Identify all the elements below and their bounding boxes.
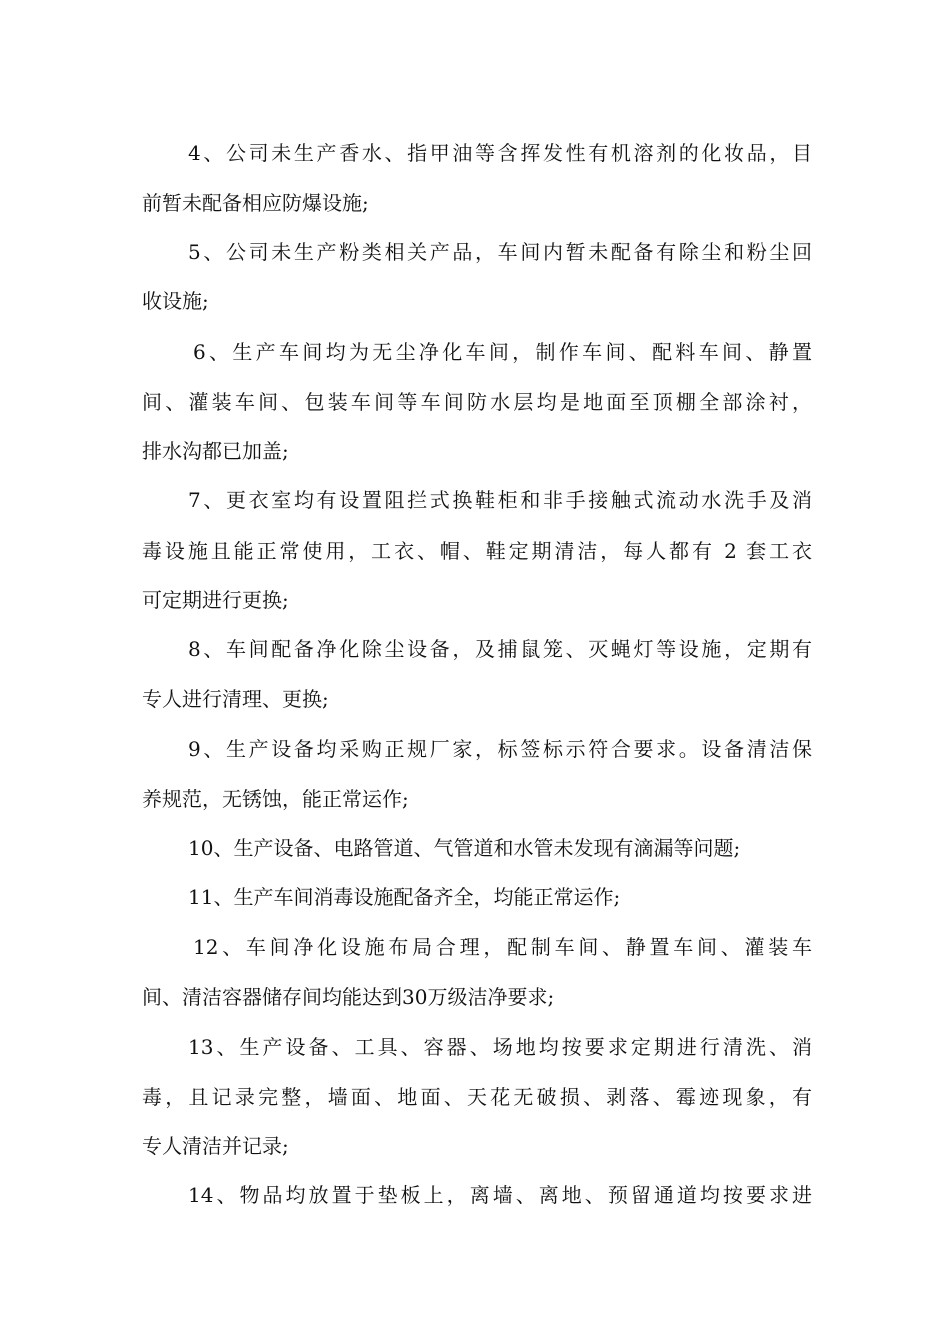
paragraph-12-line-2: 间、清洁容器储存间均能达到30万级洁净要求; (142, 985, 555, 1009)
paragraph-6-line-1: 6、生产车间均为无尘净化车间，制作车间、配料车间、静置 (193, 340, 812, 364)
paragraph-10-line-1: 10、生产设备、电路管道、气管道和水管未发现有滴漏等问题; (188, 836, 741, 860)
paragraph-13-line-1: 13、生产设备、工具、容器、场地均按要求定期进行清洗、消 (188, 1035, 812, 1059)
paragraph-7-line-3: 可定期进行更换; (142, 588, 289, 612)
paragraph-13-line-3: 专人清洁并记录; (142, 1134, 289, 1158)
paragraph-9-line-1: 9、生产设备均采购正规厂家，标签标示符合要求。设备清洁保 (188, 737, 812, 761)
paragraph-6-line-3: 排水沟都已加盖; (142, 439, 289, 463)
paragraph-5-line-1: 5、公司未生产粉类相关产品，车间内暂未配备有除尘和粉尘回 (188, 240, 812, 264)
paragraph-11-line-1: 11、生产车间消毒设施配备齐全，均能正常运作; (188, 885, 621, 909)
paragraph-9-line-2: 养规范，无锈蚀，能正常运作; (142, 787, 409, 811)
paragraph-6-line-2: 间、灌装车间、包装车间等车间防水层均是地面至顶棚全部涂衬， (142, 390, 812, 414)
paragraph-12-line-1: 12、车间净化设施布局合理，配制车间、静置车间、灌装车 (193, 935, 812, 959)
paragraph-13-line-2: 毒，且记录完整，墙面、地面、天花无破损、剥落、霉迹现象，有 (142, 1085, 812, 1109)
paragraph-8-line-2: 专人进行清理、更换; (142, 687, 329, 711)
paragraph-5-line-2: 收设施; (142, 289, 209, 313)
paragraph-4-line-2: 前暂未配备相应防爆设施; (142, 191, 369, 215)
paragraph-14-line-1: 14、物品均放置于垫板上，离墙、离地、预留通道均按要求进 (188, 1183, 812, 1207)
paragraph-4-line-1: 4、公司未生产香水、指甲油等含挥发性有机溶剂的化妆品，目 (188, 141, 812, 165)
paragraph-8-line-1: 8、车间配备净化除尘设备，及捕鼠笼、灭蝇灯等设施，定期有 (188, 637, 812, 661)
paragraph-7-line-2: 毒设施且能正常使用，工衣、帽、鞋定期清洁，每人都有 2 套工衣 (142, 539, 812, 563)
paragraph-7-line-1: 7、更衣室均有设置阻拦式换鞋柜和非手接触式流动水洗手及消 (188, 488, 812, 512)
